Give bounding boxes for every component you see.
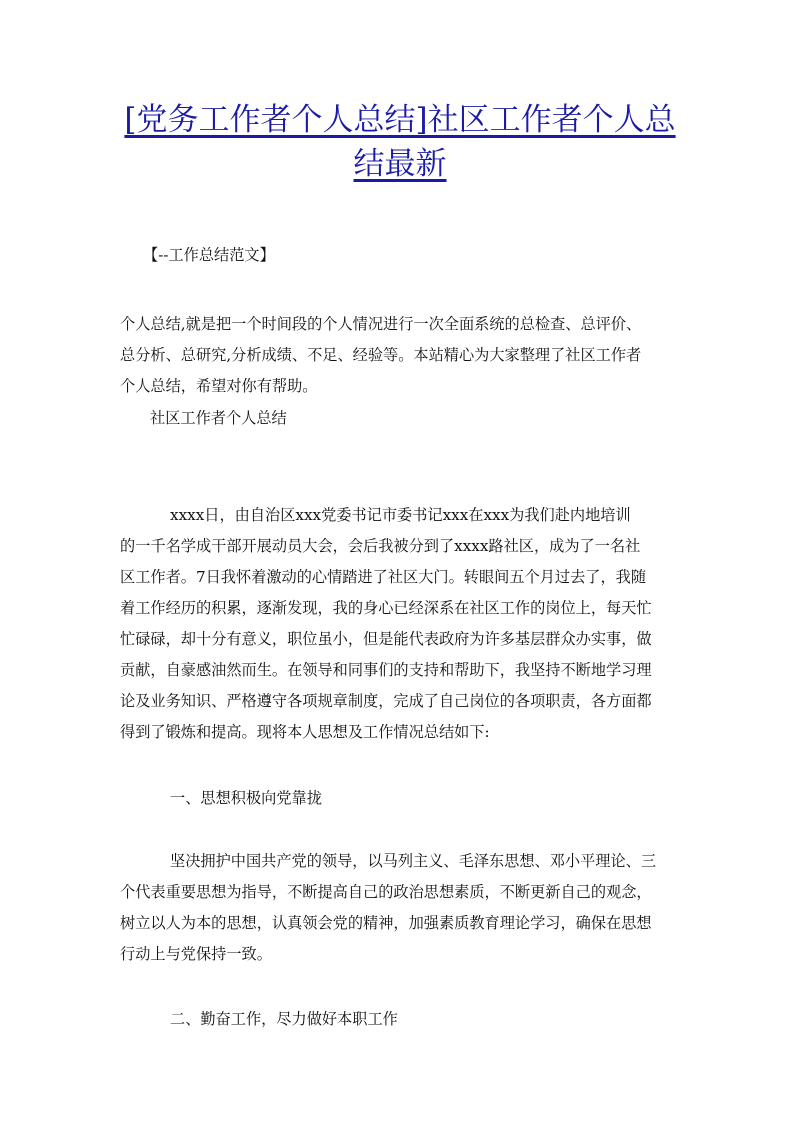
section1-line-4: 行动上与党保持一致。 bbox=[120, 945, 272, 963]
section-subtitle: 社区工作者个人总结 bbox=[150, 409, 287, 427]
section1-line-2: 个代表重要思想为指导，不断提高自己的政治思想素质，不断更新自己的观念， bbox=[120, 883, 652, 901]
body-line-5: 忙碌碌，却十分有意义，职位虽小，但是能代表政府为许多基层群众办实事，做 bbox=[120, 630, 652, 648]
heading-2: 二、勤奋工作，尽力做好本职工作 bbox=[170, 1010, 398, 1028]
body-line-1: xxxx日，由自治区xxx党委书记市委书记xxx在xxx为我们赴内地培训 bbox=[170, 506, 631, 524]
section1-line-3: 树立以人为本的思想，认真领会党的精神，加强素质教育理论学习，确保在思想 bbox=[120, 914, 652, 932]
category-label: 【--工作总结范文】 bbox=[143, 246, 275, 264]
title-link[interactable] bbox=[0, 98, 800, 186]
title-line-2[interactable]: 结最新 bbox=[353, 146, 447, 182]
body-line-3: 区工作者。7日我怀着激动的心情踏进了社区大门。转眼间五个月过去了，我随 bbox=[120, 568, 647, 586]
document-title[interactable] bbox=[0, 98, 800, 186]
body-line-2: 的一千名学成干部开展动员大会，会后我被分到了xxxx路社区，成为了一名社 bbox=[120, 537, 641, 555]
title-line-1[interactable]: [党务工作者个人总结]社区工作者个人总 bbox=[124, 102, 676, 138]
intro-line-3: 个人总结，希望对你有帮助。 bbox=[120, 377, 318, 395]
intro-line-2: 总分析、总研究,分析成绩、不足、经验等。本站精心为大家整理了社区工作者 bbox=[120, 346, 642, 364]
section1-line-1: 坚决拥护中国共产党的领导，以马列主义、毛泽东思想、邓小平理论、三 bbox=[170, 852, 656, 870]
body-line-7: 论及业务知识、严格遵守各项规章制度，完成了自己岗位的各项职责，各方面都 bbox=[120, 692, 652, 710]
body-line-6: 贡献，自豪感油然而生。在领导和同事们的支持和帮助下，我坚持不断地学习理 bbox=[120, 661, 652, 679]
body-line-8: 得到了锻炼和提高。现将本人思想及工作情况总结如下: bbox=[120, 723, 490, 741]
body-line-4: 着工作经历的积累，逐渐发现，我的身心已经深系在社区工作的岗位上，每天忙 bbox=[120, 599, 652, 617]
heading-1: 一、思想积极向党靠拢 bbox=[170, 789, 322, 807]
intro-line-1: 个人总结,就是把一个时间段的个人情况进行一次全面系统的总检查、总评价、 bbox=[120, 315, 642, 333]
